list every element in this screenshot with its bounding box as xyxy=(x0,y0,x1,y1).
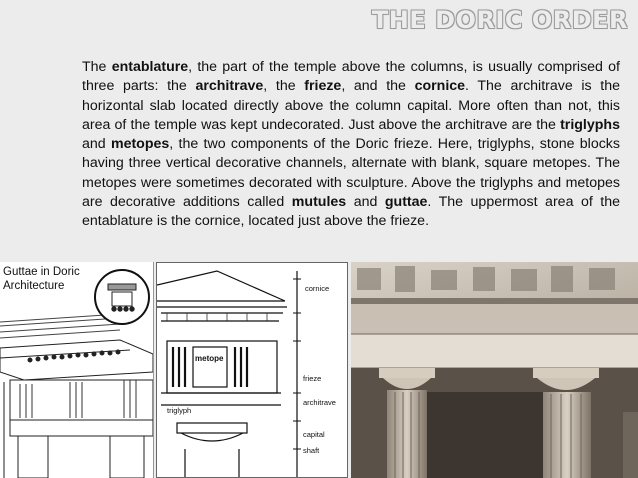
temple-photo xyxy=(351,262,638,478)
paragraph-text: , the part of the temple above the columns, is usually comprised of three parts: the xyxy=(82,59,621,95)
paragraph-text: and xyxy=(82,136,111,153)
bold-term: cornice xyxy=(414,78,466,95)
label-shaft: shaft xyxy=(303,446,320,455)
label-architrave: architrave xyxy=(303,398,336,407)
label-frieze: frieze xyxy=(303,374,322,383)
bold-term: mutules xyxy=(291,194,347,211)
label-metope: metope xyxy=(195,354,224,363)
entablature-diagram xyxy=(156,262,348,478)
paragraph-text: , the xyxy=(263,78,305,95)
guttae-caption xyxy=(3,265,80,293)
bold-term: entablature xyxy=(111,59,189,75)
slide-title: THE DORIC ORDER xyxy=(371,6,628,34)
bold-term: metopes xyxy=(110,136,170,153)
label-triglyph: triglyph xyxy=(167,406,192,415)
bold-term: guttae xyxy=(384,194,428,211)
bold-term: triglyphs xyxy=(560,116,620,133)
paragraph-text: . The architrave is the horizontal slab located directly above the column capital. More often than not, this area of the temple was kept undecorated. Just above the architrave are the xyxy=(82,78,620,133)
bold-term: frieze xyxy=(304,78,342,95)
paragraph-text: , the two components of the Doric frieze. Here, triglyphs, stone blocks having three vertical decorative channels, alternate with blank, square metopes. The metopes were sometimes decorated with sculpture. Above the triglyphs and metopes are decorative additions called xyxy=(82,136,620,211)
caption-line-1: Guttae in Doric xyxy=(3,266,80,278)
bold-term: architrave xyxy=(195,78,264,95)
label-cornice: cornice xyxy=(305,284,330,293)
paragraph-text: The xyxy=(82,59,112,75)
caption-line-2: Architecture xyxy=(3,280,65,292)
guttae-illustration xyxy=(0,262,154,478)
paragraph-text: , and the xyxy=(341,78,415,95)
body-paragraph xyxy=(82,58,620,232)
temple-photo-drawing xyxy=(351,262,638,478)
paragraph-text: . The uppermost area of the entablature is the cornice, located just above the frieze. xyxy=(82,194,620,230)
entablature-diagram-drawing xyxy=(157,263,347,477)
label-capital: capital xyxy=(303,430,325,439)
guttae-sketch-drawing xyxy=(0,262,153,478)
paragraph-text: and xyxy=(346,194,385,211)
